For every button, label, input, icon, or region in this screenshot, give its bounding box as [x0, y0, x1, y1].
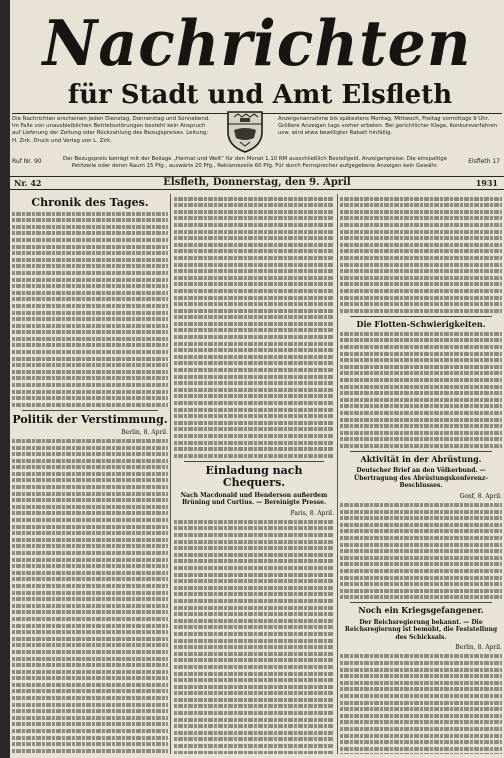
- article-text: [340, 503, 502, 599]
- headline-chronik: Chronik des Tages.: [31, 196, 149, 209]
- coat-of-arms-icon: [220, 108, 270, 154]
- column-3: [340, 194, 502, 754]
- newspaper-title: Nachrichten: [42, 7, 472, 81]
- article-text: [340, 332, 502, 448]
- article-text: [174, 197, 334, 458]
- article-text: [340, 654, 502, 754]
- headline-flotten: Die Flotten-Schwierigkeiten.: [356, 318, 486, 329]
- headline-abruestung: Aktivität in der Abrüstung.: [360, 453, 482, 464]
- article-text: [174, 520, 334, 754]
- phone-left: Ruf Nr. 90: [12, 158, 42, 165]
- column-rule: [337, 194, 338, 754]
- section-rule: [350, 602, 492, 603]
- phone-right: Elsfleth 17: [468, 158, 500, 165]
- section-rule: [22, 410, 158, 411]
- pricing-line: Der Bezugspreis beträgt mit der Beilage „Heimat und Welt“ für den Monat 1.10 RM ausschließlich Bestellgeld. Anzeigenpreise: Die einspaltige Petitzeile oder deren Raum 15 Pfg., auswärts 20 Pfg., Reklamezeile 60 Pfg. Für durch Fernsprecher aufgegebene Anzeigen kein Gewähr.: [62, 156, 448, 169]
- article-text: [12, 439, 168, 754]
- publication-notice: Die Nachrichten erscheinen jeden Dienstag, Donnerstag und Sonnabend. Im Falle von unausbleiblichen Betriebsstörungen besteht kein Anspruch auf Lieferung der Zeitung oder Rückzahlung des Bezugspreises. Leitung: H. Zirk. Druck und Verlag von L. Zirk.: [12, 116, 210, 144]
- article-subheadline: Der Reichsregierung bekannt. — Die Reichsregierung ist bemüht, die Feststellung des Schicksals.: [344, 618, 498, 641]
- article-dateline: Berlin, 8. April.: [455, 644, 502, 652]
- column-2: [174, 194, 334, 754]
- article-subheadline: Deutscher Brief an den Völkerbund. — Übertragung des Abrüstungskonferenz-Beschlusses.: [354, 467, 488, 490]
- article-dateline: Paris, 8. April.: [290, 509, 334, 517]
- dateline-bar: [10, 176, 504, 190]
- masthead: [10, 0, 504, 175]
- issue-date: Elsfleth, Donnerstag, den 9. April: [163, 177, 351, 188]
- article-subheadline: Nach Macdonald und Henderson außerdem Brüning und Curtius. — Bereinigte Presse.: [180, 491, 328, 507]
- issue-number: Nr. 42: [14, 178, 42, 188]
- column-rule: [170, 194, 171, 754]
- advertising-notice: Anzeigenannahme bis spätestens Montag, Mittwoch, Freitag vormittags 9 Uhr. Größere Anzeigen tags vorher erbeten. Bei gerichtlicher Klage, Konkursverfahren usw. wird etwa bewilligter Rabatt hinfällig.: [278, 116, 498, 137]
- article-dateline: Genf, 8. April.: [459, 492, 502, 500]
- section-rule: [184, 461, 324, 462]
- newspaper-subtitle: für Stadt und Amt Elsfleth: [67, 80, 453, 110]
- article-text: [340, 197, 502, 313]
- issue-year: 1931: [475, 178, 498, 188]
- headline-kriegsgefangener: Noch ein Kriegsgefangener.: [358, 605, 484, 616]
- headline-einladung: Einladung nach Chequers.: [205, 463, 303, 489]
- newspaper-page: [10, 0, 504, 758]
- section-rule: [350, 316, 492, 317]
- section-rule: [350, 451, 492, 452]
- headline-politik: Politik der Verstimmung.: [12, 412, 168, 426]
- column-1: [12, 194, 168, 754]
- article-dateline: Berlin, 8. April.: [121, 428, 168, 436]
- article-text: [12, 212, 168, 407]
